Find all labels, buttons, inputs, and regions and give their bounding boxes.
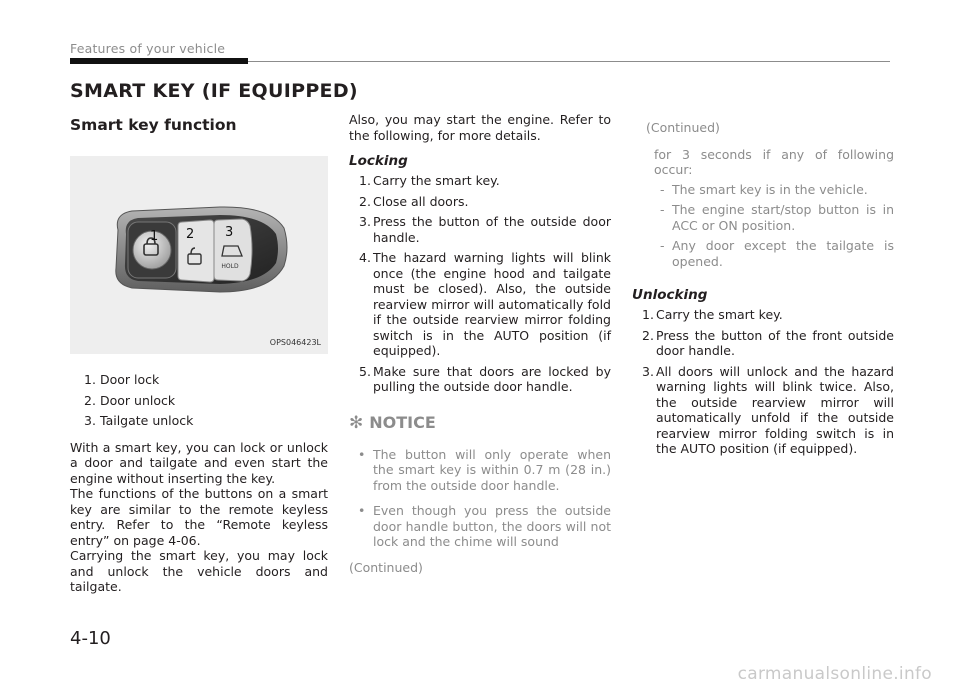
svg-text:HOLD: HOLD <box>221 263 239 270</box>
key-label-2: 2 <box>186 227 195 242</box>
list-item: 3. Tailgate unlock <box>84 413 194 428</box>
list-item: 2. Close all doors. <box>359 193 469 209</box>
list-item: 2. Door unlock <box>84 392 176 408</box>
list-item: 3. All doors will unlock and the hazard warning lights will blink twice. Also, the outside rearview mirror will automatically unfold if the outside rearview mirror folding switch is in the AUTO position (if equipped). <box>642 363 894 456</box>
header-rule <box>248 61 890 62</box>
column-right <box>632 120 894 462</box>
list-item: - The engine start/stop button is in ACC or ON position. <box>660 202 894 233</box>
paragraph: Carrying the smart key, you may lock and unlock the vehicle doors and tailgate. <box>70 548 328 594</box>
list-item: - Any door except the tailgate is opened. <box>660 238 894 269</box>
function-list <box>70 372 328 429</box>
list-item: 1. Carry the smart key. <box>359 173 500 188</box>
list-item: 5. Make sure that doors are locked by pulling the outside door handle. <box>359 363 611 394</box>
list-item: - The smart key is in the vehicle. <box>660 181 868 197</box>
locking-heading: Locking <box>349 153 408 169</box>
notice-heading <box>349 413 611 433</box>
figure-code: OPS046423L <box>269 338 321 347</box>
column-left <box>70 112 328 595</box>
list-item: • Even though you press the outside door handle button, the doors will not lock and the chime will sound <box>358 503 611 549</box>
continued-label: (Continued) <box>646 120 720 135</box>
unlocking-heading: Unlocking <box>632 287 708 303</box>
column-middle <box>349 112 611 575</box>
paragraph: With a smart key, you can lock or unlock a door and tailgate and even start the engine without inserting the key. <box>70 439 328 486</box>
paragraph: The functions of the buttons on a smart key are similar to the remote keyless entry. Refer to the “Remote keyless entry” on page 4-06. <box>70 486 328 548</box>
section-heading: Smart key function <box>70 116 237 134</box>
key-label-3: 3 <box>225 225 234 240</box>
notice-condition-list <box>632 182 894 270</box>
list-item: • The button will only operate when the smart key is within 0.7 m (28 in.) from the outside door handle. <box>358 446 611 493</box>
notice-continuation: for 3 seconds if any of following occur: <box>654 146 894 177</box>
list-item: 3. Press the button of the outside door handle. <box>359 214 611 245</box>
smart-key-illustration <box>70 156 328 354</box>
page-title: SMART KEY (IF EQUIPPED) <box>70 80 358 102</box>
locking-steps <box>349 173 611 395</box>
list-item: 2. Press the button of the front outside door handle. <box>642 327 894 358</box>
list-item: 1. Door lock <box>84 372 160 387</box>
continued-label: (Continued) <box>349 559 423 575</box>
unlocking-steps <box>632 307 894 457</box>
page-number: 4-10 <box>70 628 111 649</box>
notice-title: NOTICE <box>369 413 436 432</box>
list-item: 4. The hazard warning lights will blink once (the engine hood and tailgate must be closed). Also, the outside rearview mirror will automatically fold if the outside rearview mirror folding switch is in the AUTO position (if equipped). <box>359 250 611 358</box>
section-label: Features of your vehicle <box>70 41 226 56</box>
intro-paragraph: Also, you may start the engine. Refer to the following, for more details. <box>349 112 611 143</box>
notice-list <box>349 447 611 550</box>
smart-key-figure <box>70 156 328 354</box>
header-bar <box>70 58 248 64</box>
key-label-1: 1 <box>150 229 159 244</box>
watermark: carmanualsonline.info <box>737 664 932 684</box>
list-item: 1. Carry the smart key. <box>642 307 783 322</box>
asterisk-icon: ✻ <box>349 412 364 433</box>
